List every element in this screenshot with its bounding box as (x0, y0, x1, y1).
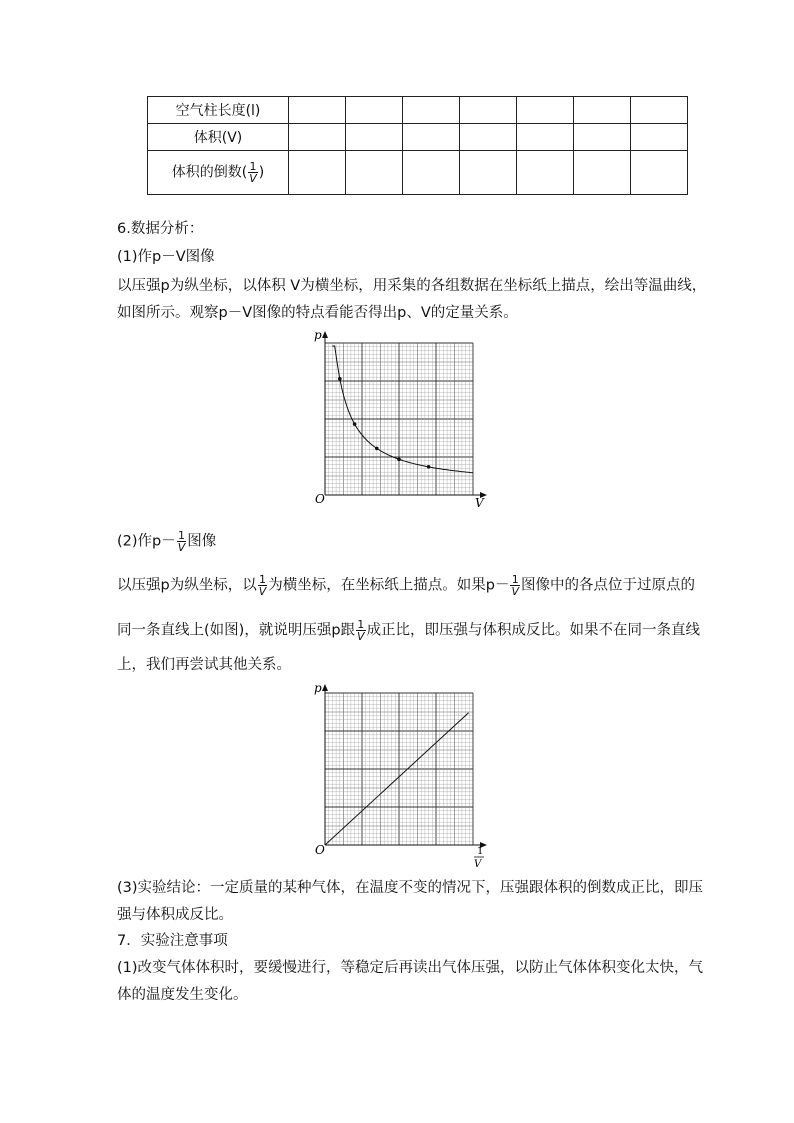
table-cell (346, 151, 403, 195)
paragraph-line: 上，我们再尝试其他关系。 (117, 657, 291, 673)
data-point (397, 457, 401, 461)
origin-label: O (315, 843, 325, 857)
table-cell (517, 151, 574, 195)
section-6-heading: 6.数据分析： (117, 221, 204, 237)
data-point (353, 422, 357, 426)
x-axis-label-numerator: 1 (477, 846, 484, 857)
y-axis-label: p (314, 681, 322, 695)
x-axis-label: V (475, 496, 484, 510)
fraction-numerator: 1 (357, 618, 365, 631)
row-label-text: ) (258, 164, 265, 181)
paragraph-line: 如图所示。观察p－V图像的特点看能否得出p、V的定量关系。 (117, 305, 518, 321)
chart-grid (325, 693, 473, 845)
fraction-numerator: 1 (178, 529, 186, 542)
table-row (148, 97, 688, 124)
table-cell (403, 151, 460, 195)
subheading-p-v: (1)作p－V图像 (117, 249, 215, 265)
table-cell (346, 124, 403, 151)
fraction-denominator: V (511, 585, 519, 598)
data-point (375, 447, 379, 451)
paragraph-line (117, 574, 695, 597)
fraction (510, 574, 520, 597)
fraction (356, 619, 366, 642)
table-cell (289, 97, 346, 124)
text-run: 以压强p为纵坐标，以 (117, 577, 257, 594)
subheading-p-inverse-v (117, 530, 216, 553)
data-point (427, 465, 431, 469)
table-cell (460, 124, 517, 151)
table-cell (517, 97, 574, 124)
p-inverse-v-chart (305, 678, 495, 870)
fraction (258, 574, 268, 597)
paragraph-line: 体的温度发生变化。 (117, 987, 248, 1003)
paragraph-line (117, 619, 700, 642)
paragraph-line: 强与体积成反比。 (117, 907, 233, 923)
text-run: 成正比，即压强与体积成反比。如果不在同一条直线 (366, 622, 701, 639)
table-cell (346, 97, 403, 124)
p-v-chart (305, 325, 495, 510)
row-label-reciprocal (148, 151, 289, 195)
fraction-denominator: V (249, 172, 257, 185)
table-cell (517, 124, 574, 151)
table-row (148, 151, 688, 195)
fraction (248, 161, 258, 184)
text-run: 同一条直线上(如图)，就说明压强p跟 (117, 622, 356, 639)
row-label-volume: 体积(V) (148, 124, 289, 151)
y-axis-arrow (322, 684, 328, 691)
table-cell (631, 151, 688, 195)
fraction-numerator: 1 (511, 573, 519, 586)
text-run: 为横坐标，在坐标纸上描点。如果p－ (268, 577, 510, 594)
origin-label: O (315, 492, 325, 506)
table-cell (460, 151, 517, 195)
section-7-heading: 7．实验注意事项 (117, 933, 228, 949)
table-cell (403, 124, 460, 151)
table-cell (631, 97, 688, 124)
fraction-numerator: 1 (249, 160, 257, 173)
table-cell (574, 97, 631, 124)
data-table (147, 96, 688, 195)
fraction-denominator: V (357, 630, 365, 643)
y-axis-arrow (322, 331, 328, 338)
fraction-numerator: 1 (258, 573, 266, 586)
data-point (338, 377, 342, 381)
fraction-denominator: V (177, 541, 186, 554)
table-cell (574, 124, 631, 151)
y-axis-label: p (314, 328, 322, 342)
table-cell (631, 124, 688, 151)
row-label-text: 体积的倒数( (171, 164, 248, 181)
paragraph-line: 以压强p为纵坐标，以体积 V为横坐标，用采集的各组数据在坐标纸上描点，绘出等温曲线， (117, 278, 707, 294)
row-label-length: 空气柱长度(l) (148, 97, 289, 124)
subheading-text: 图像 (187, 533, 217, 550)
text-run: 图像中的各点位于过原点的 (520, 577, 695, 594)
subheading-text: (2)作p－ (117, 533, 176, 550)
x-axis-label-denominator: V (474, 859, 482, 870)
table-cell (403, 97, 460, 124)
table-cell (289, 124, 346, 151)
table-row (148, 124, 688, 151)
table-cell (460, 97, 517, 124)
table-cell (289, 151, 346, 195)
paragraph-line: (3)实验结论：一定质量的某种气体，在温度不变的情况下，压强跟体积的倒数成正比，即压 (117, 880, 704, 896)
fraction (177, 530, 187, 553)
fraction-denominator: V (258, 585, 267, 598)
chart-grid (325, 343, 473, 495)
table-cell (574, 151, 631, 195)
paragraph-line: (1)改变气体体积时，要缓慢进行，等稳定后再读出气体压强，以防止气体体积变化太快，气 (117, 960, 704, 976)
